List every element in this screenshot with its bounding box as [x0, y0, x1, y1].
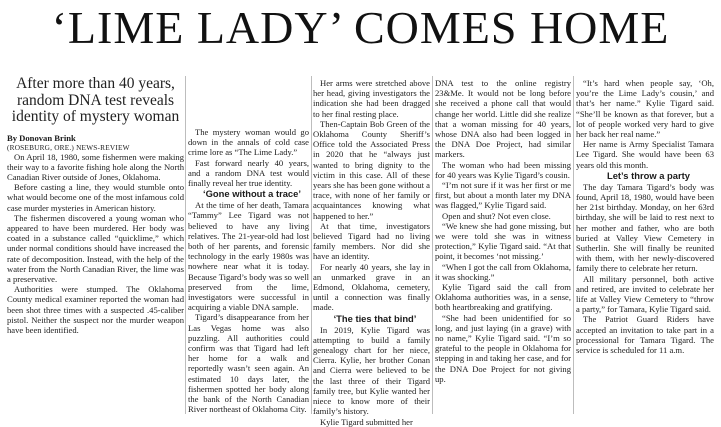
paragraph: All military personnel, both active and retired, are invited to celebrate her life at Valley View Cemetery to “throw a party,” for Tamara, Kylie Tigard said. [576, 273, 714, 315]
headline: ‘LIME LADY’ COMES HOME [51, 2, 670, 53]
paragraph: For nearly 40 years, she lay in an unmarked grave in an Edmond, Oklahoma, cemetery, until a connection was finally made. [313, 261, 430, 313]
paragraph: Then-Captain Bob Green of the Oklahoma County Sheriff’s Office told the Associated Press in 2020 that he “always just wanted to bring dignity to the victim in this case. All of these years she has been gone without a trace, with none of her family or acquaintances knowing what happened to her.” [313, 118, 430, 221]
article-column-2 [188, 127, 309, 414]
subhead-the-ties-that-bind: ‘The ties that bind’ [333, 312, 417, 324]
column-divider [185, 76, 186, 414]
paragraph: In 2019, Kylie Tigard was attempting to build a family genealogy chart for her niece, Cierra. Kylie, her brother Conan and Cierra were believed to be the last three of their Tigard family tree, but Kylie wanted her niece to know more of their family’s history. [313, 324, 430, 417]
paragraph: DNA test to the online registry 23&Me. It would not be long before she received a phone call that would change her world. Little did she realize that a woman missing for 40 years, whose DNA also had been logged in the DNA Doe Project, had similar markers. [435, 78, 571, 160]
paragraph: Open and shut? Not even close. [442, 210, 551, 221]
paragraph: “We knew she had gone missing, but we were told she was in witness protection,” Kylie Tigard said. “At that point, it becomes ‘not missing.’ [435, 220, 571, 262]
paragraph: “It’s hard when people say, ‘Oh, you’re the Lime Lady’s cousin,’ and that’s her name.” Kylie Tigard said. “She’ll be known as that forever, but a lot of people worked very hard to give her back her real name.” [576, 78, 714, 140]
article-column-1 [7, 76, 184, 335]
paragraph: The mystery woman would go down in the annals of cold case crime lore as “The Lime Lady.” [188, 127, 309, 158]
paragraph: The Patriot Guard Riders have accepted an invitation to take part in a processional for Tamara Tigard. The service is scheduled for 11 a.m. [576, 314, 714, 356]
paragraph: Her arms were stretched above her head, giving investigators the indication she had been dragged to her final resting place. [313, 78, 430, 119]
paragraph: “When I got the call from Oklahoma, it was shocking.” [435, 261, 571, 282]
subhead-gone-without-a-trace: ‘Gone without a trace’ [203, 188, 301, 200]
column-divider [311, 76, 312, 414]
paragraph: Authorities were stumped. The Oklahoma County medical examiner reported the woman had been shot three times with a suspected .45-caliber pistol. Neither the suspect nor the murder weapon have been identified. [7, 284, 184, 335]
subhead-lets-throw-a-party: Let’s throw a party [606, 169, 690, 181]
paragraph: Tigard’s disappearance from her Las Vegas home was also puzzling. All authorities could confirm was that Tigard had left her home for a walk and reportedly wasn’t seen again. An estimated 10 days later, the fishermen spotted her body along the bank of the North Canadian River northeast of Oklahoma City. [188, 312, 309, 415]
paragraph: The fishermen discovered a young woman who appeared to have been murdered. Her body was coated in a substance called “quicklime,” which under normal conditions should have increased the rate of decomposition. Instead, with the help of the water from the North Canadian River, the lime was a preservative. [7, 212, 184, 284]
paragraph: Her name is Army Specialist Tamara Lee Tigard. She would have been 63 years old this month. [576, 139, 714, 170]
article-column-5 [576, 78, 714, 355]
paragraph: At that time, investigators believed Tigard had no living family members. Nor did she have an identity. [313, 220, 430, 262]
byline: By Donovan Brink [7, 132, 76, 143]
paragraph: “I’m not sure if it was her first or me first, but about a month later my DNA was flagged,” Kylie Tigard said. [435, 180, 571, 211]
article-column-4 [435, 78, 571, 384]
paragraph: Fast forward nearly 40 years, and a random DNA test would finally reveal her true identity. [188, 157, 309, 189]
paragraph: At the time of her death, Tamara “Tammy” Lee Tigard was not believed to have any living relatives. The 21-year-old had lost both of her parents, and forensic technology in the early 1980s was nowhere near what it is today. Because Tigard’s body was so well preserved from the lime, investigators were successful in acquiring a viable DNA sample. [188, 200, 309, 313]
paragraph: The woman who had been missing for 40 years was Kylie Tigard’s cousin. [435, 159, 571, 180]
article-column-3 [313, 78, 430, 427]
paragraph: Before casting a line, they would stumble onto what would become one of the most infamous cold case murder mysteries in American history. [7, 182, 184, 213]
paragraph: On April 18, 1980, some fishermen were making their way to a favorite fishing hole along the North Canadian River outside of Jones, Oklahoma. [7, 151, 184, 182]
column-divider [573, 76, 574, 414]
paragraph: “She had been unidentified for so long, and just laying (in a grave) with no name,” Kylie Tigard said. “I’m so grateful to the people in Oklahoma for stepping in and taking her case, and for the DNA Doe Project for not giving up. [435, 312, 571, 384]
paragraph: The day Tamara Tigard’s body was found, April 18, 1980, would have been her 21st birthday. Monday, on her 63rd birthday, she will be laid to rest next to her mother and father, who are both buried at Valley View Cemetery in Sutherlin. She will finally be reunited with them, with her newly-discovered family there to celebrate her return. [576, 181, 714, 274]
paragraph: Kylie Tigard said the call from Oklahoma authorities was, in a sense, both heartbreaking and gratifying. [435, 282, 571, 313]
dateline: (ROSEBURG, ORE.) NEWS-REVIEW [7, 142, 130, 152]
paragraph: Kylie Tigard submitted her [320, 416, 413, 427]
column-divider [432, 76, 433, 414]
deck: After more than 40 years, random DNA test reveals identity of mystery woman [11, 75, 180, 125]
